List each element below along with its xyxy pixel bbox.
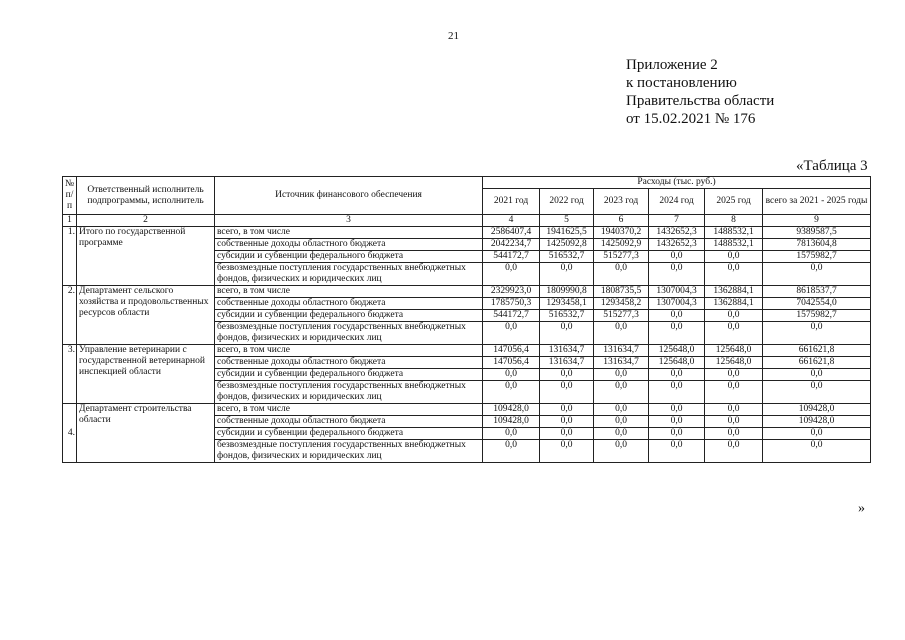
year-value: 131634,7 [540, 345, 594, 357]
header-num: № п/п [63, 177, 77, 215]
year-value: 515277,3 [594, 251, 649, 263]
year-value: 1488532,1 [705, 227, 763, 239]
financing-table [62, 176, 871, 463]
funding-source: субсидии и субвенции федерального бюджета [215, 310, 483, 322]
total-value: 109428,0 [763, 404, 871, 416]
year-value: 0,0 [649, 381, 705, 404]
year-value: 0,0 [649, 416, 705, 428]
section-executor: Департамент строительства области [77, 404, 215, 463]
year-value: 147056,4 [483, 345, 540, 357]
table-row [63, 286, 871, 298]
total-value: 0,0 [763, 369, 871, 381]
year-value: 1809990,8 [540, 286, 594, 298]
column-number: 6 [594, 215, 649, 227]
year-value: 0,0 [705, 381, 763, 404]
year-value: 0,0 [540, 369, 594, 381]
section-executor: Департамент сельского хозяйства и продовольственных ресурсов области [77, 286, 215, 345]
year-value: 1488532,1 [705, 239, 763, 251]
column-number: 2 [77, 215, 215, 227]
funding-source: безвозмездные поступления государственных внебюджетных фондов, физических и юридических лиц [215, 440, 483, 463]
year-value: 0,0 [594, 263, 649, 286]
year-value: 0,0 [649, 404, 705, 416]
year-value: 0,0 [594, 440, 649, 463]
table-row [63, 404, 871, 416]
year-value: 0,0 [540, 404, 594, 416]
year-value: 0,0 [483, 369, 540, 381]
year-value: 0,0 [649, 369, 705, 381]
year-value: 0,0 [483, 428, 540, 440]
year-value: 0,0 [705, 440, 763, 463]
header-year: 2022 год [540, 189, 594, 215]
year-value: 0,0 [649, 263, 705, 286]
header-year: 2021 год [483, 189, 540, 215]
year-value: 1307004,3 [649, 286, 705, 298]
year-value: 0,0 [540, 263, 594, 286]
year-value: 1307004,3 [649, 298, 705, 310]
year-value: 2329923,0 [483, 286, 540, 298]
year-value: 147056,4 [483, 357, 540, 369]
column-number: 9 [763, 215, 871, 227]
total-value: 109428,0 [763, 416, 871, 428]
year-value: 1432652,3 [649, 227, 705, 239]
section-number: 2. [63, 286, 77, 345]
year-value: 1941625,5 [540, 227, 594, 239]
header-year: 2023 год [594, 189, 649, 215]
year-value: 1362884,1 [705, 286, 763, 298]
appendix-block [626, 56, 774, 128]
funding-source: безвозмездные поступления государственных внебюджетных фондов, физических и юридических лиц [215, 263, 483, 286]
funding-source: всего, в том числе [215, 286, 483, 298]
year-value: 0,0 [483, 381, 540, 404]
total-value: 661621,8 [763, 357, 871, 369]
year-value: 0,0 [649, 251, 705, 263]
appendix-line-1: Приложение 2 [626, 57, 718, 73]
funding-source: субсидии и субвенции федерального бюджета [215, 251, 483, 263]
section-executor: Итого по государственной программе [77, 227, 215, 286]
funding-source: безвозмездные поступления государственных внебюджетных фондов, физических и юридических лиц [215, 322, 483, 345]
year-value: 1362884,1 [705, 298, 763, 310]
funding-source: собственные доходы областного бюджета [215, 239, 483, 251]
year-value: 0,0 [594, 404, 649, 416]
year-value: 0,0 [705, 310, 763, 322]
header-total: всего за 2021 - 2025 годы [763, 189, 871, 215]
year-value: 544172,7 [483, 310, 540, 322]
section-number: 1. [63, 227, 77, 286]
appendix-line-4: от 15.02.2021 № 176 [626, 111, 756, 127]
year-value: 125648,0 [649, 345, 705, 357]
year-value: 0,0 [649, 310, 705, 322]
year-value: 1425092,8 [540, 239, 594, 251]
column-number: 7 [649, 215, 705, 227]
year-value: 1940370,2 [594, 227, 649, 239]
year-value: 0,0 [594, 381, 649, 404]
total-value: 8618537,7 [763, 286, 871, 298]
year-value: 2586407,4 [483, 227, 540, 239]
header-source: Источник финансового обеспечения [215, 177, 483, 215]
year-value: 0,0 [540, 416, 594, 428]
year-value: 1425092,9 [594, 239, 649, 251]
column-number: 3 [215, 215, 483, 227]
funding-source: безвозмездные поступления государственных внебюджетных фондов, физических и юридических лиц [215, 381, 483, 404]
year-value: 0,0 [649, 428, 705, 440]
column-number: 1 [63, 215, 77, 227]
year-value: 0,0 [649, 440, 705, 463]
year-value: 0,0 [705, 404, 763, 416]
year-value: 0,0 [594, 416, 649, 428]
funding-source: всего, в том числе [215, 345, 483, 357]
year-value: 0,0 [649, 322, 705, 345]
year-value: 0,0 [705, 251, 763, 263]
year-value: 1293458,1 [540, 298, 594, 310]
column-number: 5 [540, 215, 594, 227]
year-value: 125648,0 [649, 357, 705, 369]
year-value: 0,0 [705, 263, 763, 286]
header-year: 2024 год [649, 189, 705, 215]
header-row-1 [63, 177, 871, 189]
column-number: 4 [483, 215, 540, 227]
funding-source: субсидии и субвенции федерального бюджета [215, 428, 483, 440]
year-value: 0,0 [540, 440, 594, 463]
total-value: 0,0 [763, 381, 871, 404]
funding-source: собственные доходы областного бюджета [215, 416, 483, 428]
year-value: 0,0 [594, 322, 649, 345]
year-value: 0,0 [540, 322, 594, 345]
total-value: 661621,8 [763, 345, 871, 357]
table-body [63, 227, 871, 463]
total-value: 1575982,7 [763, 251, 871, 263]
funding-source: всего, в том числе [215, 227, 483, 239]
year-value: 544172,7 [483, 251, 540, 263]
year-value: 0,0 [540, 428, 594, 440]
year-value: 1808735,5 [594, 286, 649, 298]
total-value: 0,0 [763, 322, 871, 345]
year-value: 0,0 [705, 369, 763, 381]
header-year: 2025 год [705, 189, 763, 215]
year-value: 0,0 [705, 416, 763, 428]
closing-quote: » [858, 501, 865, 516]
total-value: 7042554,0 [763, 298, 871, 310]
year-value: 131634,7 [540, 357, 594, 369]
appendix-line-3: Правительства области [626, 93, 775, 109]
funding-source: собственные доходы областного бюджета [215, 357, 483, 369]
total-value: 0,0 [763, 263, 871, 286]
header-expenses: Расходы (тыс. руб.) [483, 177, 871, 189]
year-value: 0,0 [705, 428, 763, 440]
year-value: 516532,7 [540, 251, 594, 263]
appendix-line-2: к постановлению [626, 75, 737, 91]
year-value: 0,0 [540, 381, 594, 404]
year-value: 515277,3 [594, 310, 649, 322]
funding-source: субсидии и субвенции федерального бюджета [215, 369, 483, 381]
year-value: 0,0 [594, 428, 649, 440]
year-value: 109428,0 [483, 404, 540, 416]
year-value: 109428,0 [483, 416, 540, 428]
table-caption: «Таблица 3 [796, 158, 868, 174]
header-executor: Ответственный исполнитель подпрограммы, исполнитель [77, 177, 215, 215]
section-number: 3. [63, 345, 77, 404]
year-value: 0,0 [483, 440, 540, 463]
section-executor: Управление ветеринарии с государственной ветеринарной инспекцией области [77, 345, 215, 404]
page-number: 21 [448, 30, 459, 42]
total-value: 1575982,7 [763, 310, 871, 322]
column-number-row [63, 215, 871, 227]
column-number: 8 [705, 215, 763, 227]
year-value: 125648,0 [705, 357, 763, 369]
year-value: 2042234,7 [483, 239, 540, 251]
funding-source: собственные доходы областного бюджета [215, 298, 483, 310]
total-value: 9389587,5 [763, 227, 871, 239]
year-value: 131634,7 [594, 357, 649, 369]
year-value: 0,0 [483, 322, 540, 345]
total-value: 0,0 [763, 428, 871, 440]
year-value: 0,0 [483, 263, 540, 286]
table-row [63, 227, 871, 239]
total-value: 7813604,8 [763, 239, 871, 251]
year-value: 0,0 [705, 322, 763, 345]
year-value: 1293458,2 [594, 298, 649, 310]
section-number: 4. [63, 404, 77, 463]
year-value: 1785750,3 [483, 298, 540, 310]
total-value: 0,0 [763, 440, 871, 463]
year-value: 125648,0 [705, 345, 763, 357]
funding-source: всего, в том числе [215, 404, 483, 416]
table-row [63, 345, 871, 357]
year-value: 516532,7 [540, 310, 594, 322]
year-value: 131634,7 [594, 345, 649, 357]
year-value: 1432652,3 [649, 239, 705, 251]
year-value: 0,0 [594, 369, 649, 381]
